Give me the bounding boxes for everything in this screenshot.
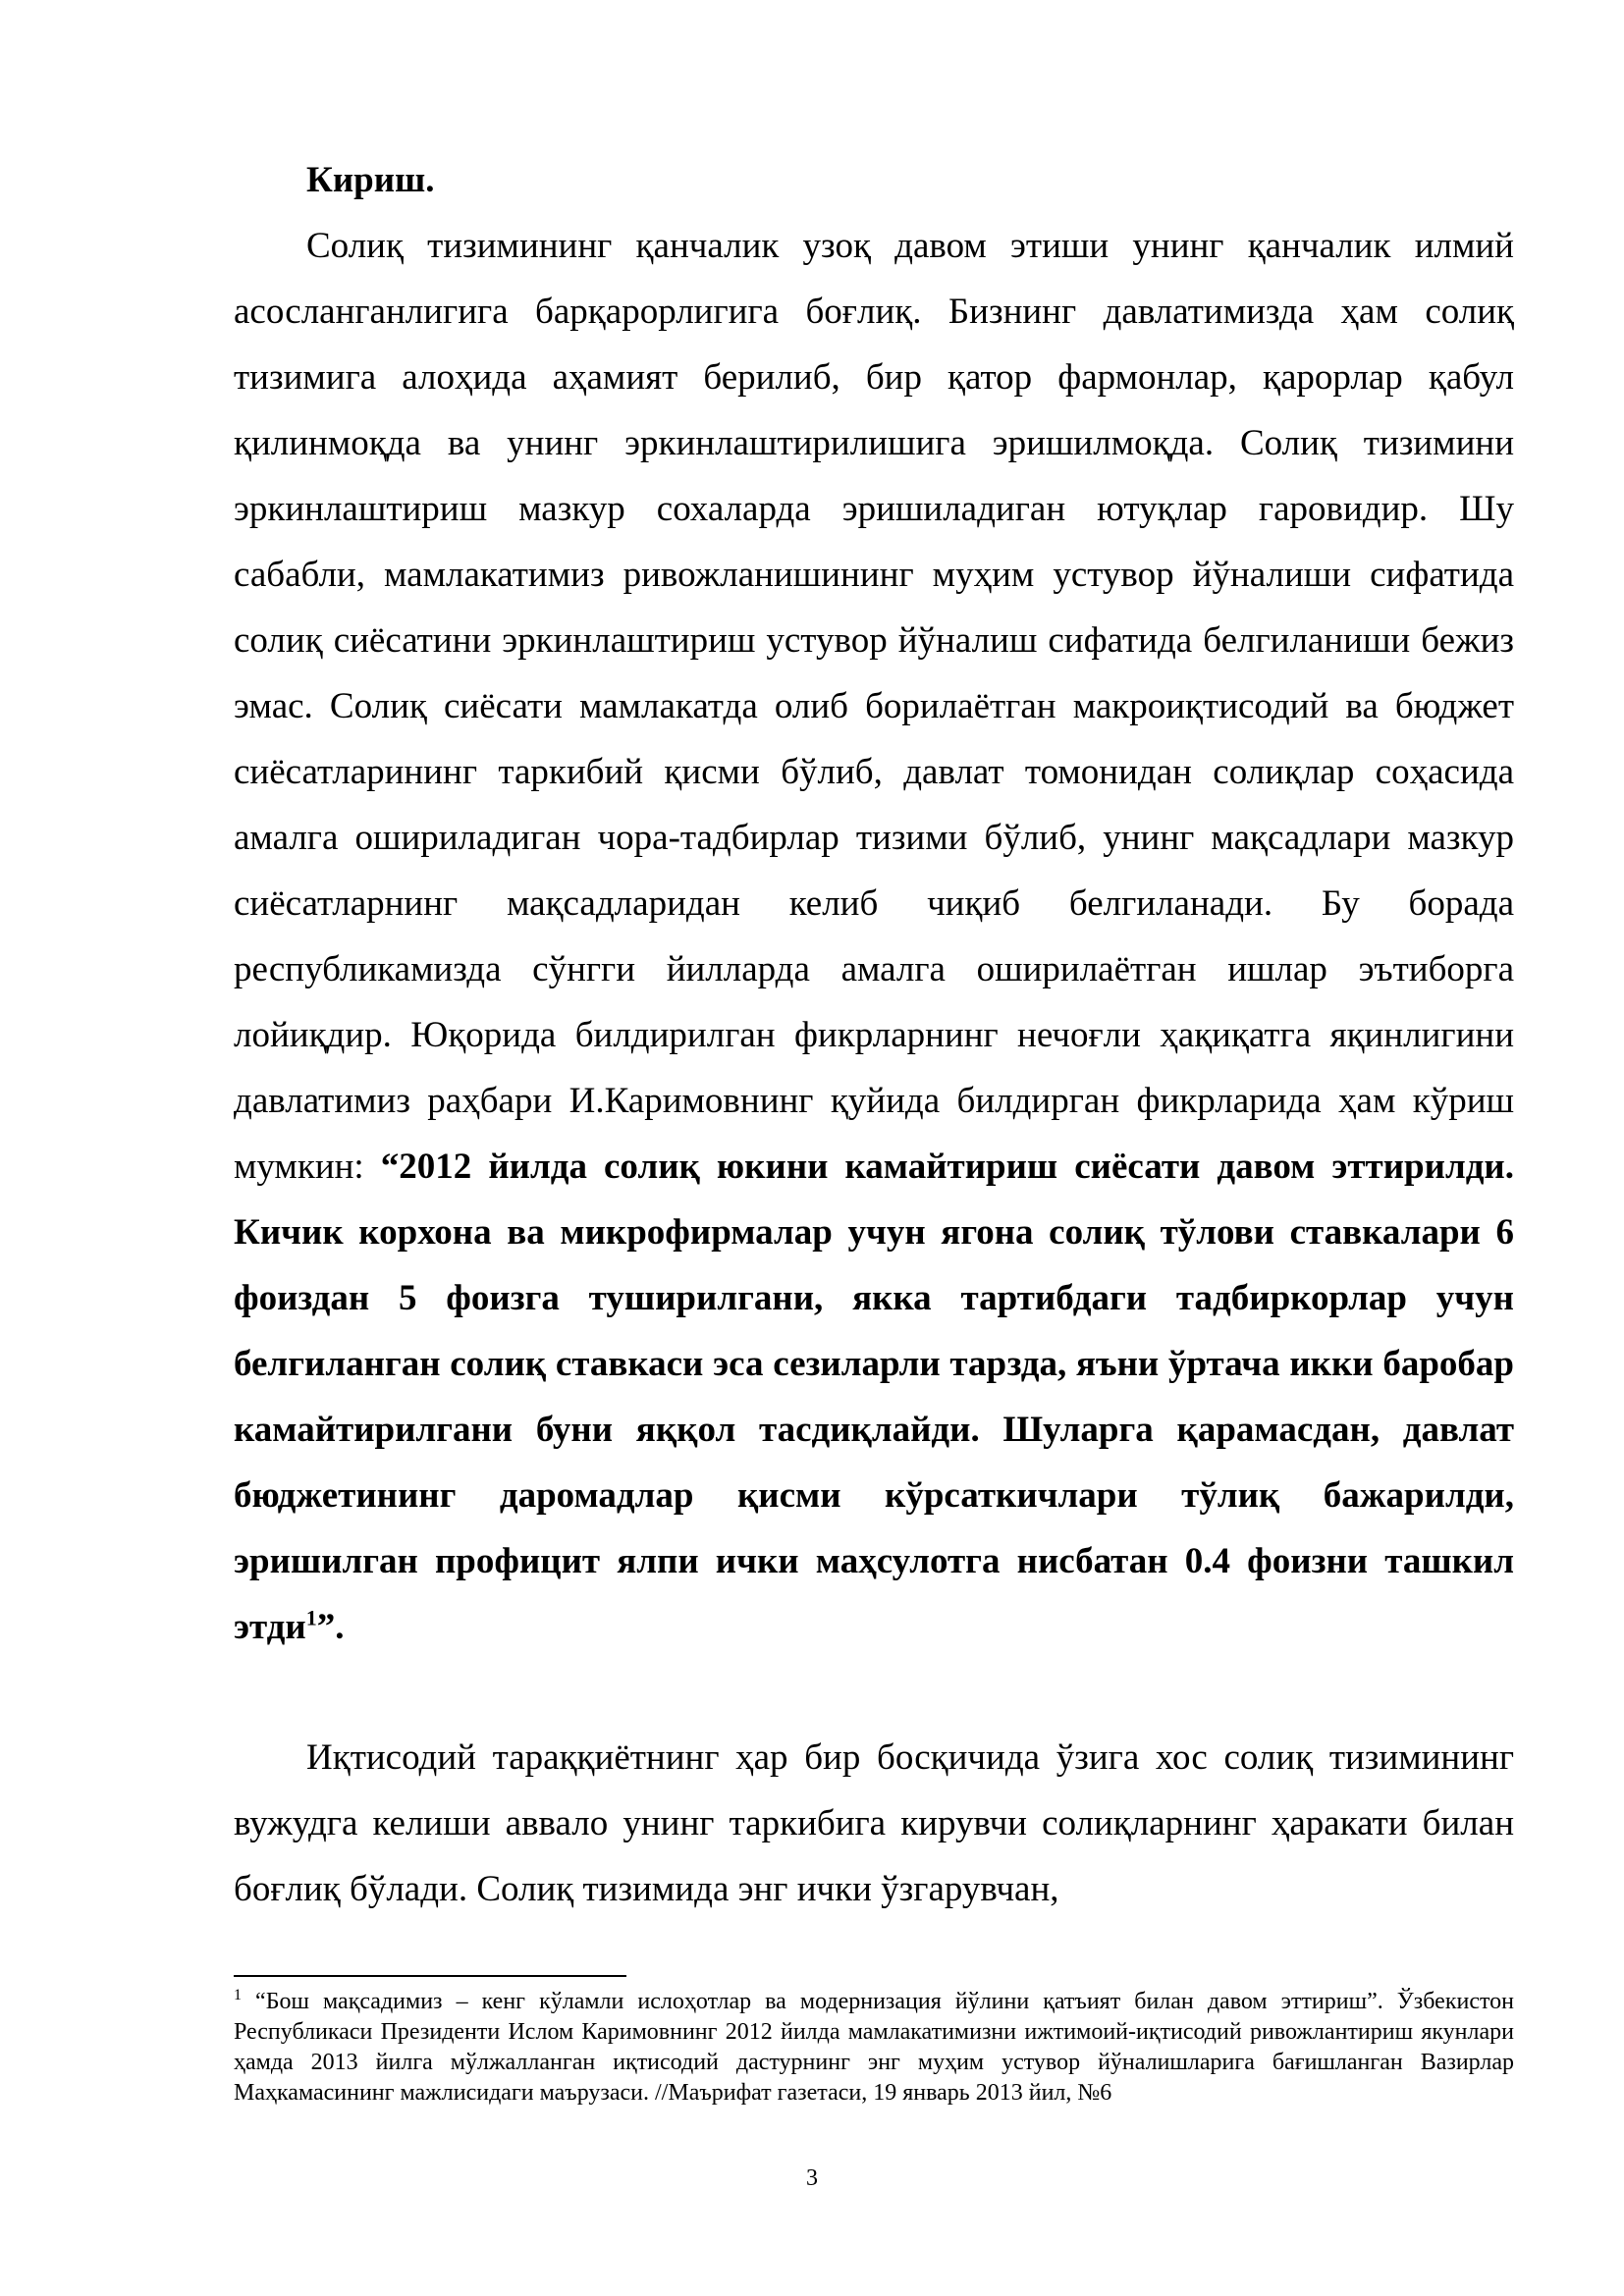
footnote-reference[interactable]: 1 bbox=[305, 1605, 317, 1630]
footnote-mark: 1 bbox=[234, 1987, 242, 2003]
president-quote-text: “2012 йилда солиқ юкини камайтириш сиёсати давом эттирилди. Кичик корхона ва микрофирмалар учун ягона солиқ тўлови ставкалари 6 фоиздан 5 фоизга туширилгани, якка тартибдаги тадбиркорлар учун белгиланган солиқ ставкаси эса сезиларли тарзда, яъни ўртача икки баробар камайтирилгани буни яққол тасдиқлайди. Шуларга қарамасдан, давлат бюджетининг даромадлар қисми кўрсаткичлари тўлиқ бажарилди, эришилган профицит ялпи ички маҳсулотга нисбатан 0.4 фоизни ташкил этди bbox=[234, 1147, 1514, 1647]
paragraph-intro bbox=[234, 213, 1514, 1660]
page-number: 3 bbox=[806, 2165, 818, 2191]
president-quote bbox=[234, 1147, 1514, 1647]
section-heading: Кириш. bbox=[306, 160, 435, 200]
paragraph-intro-text: Солиқ тизимининг қанчалик узоқ давом этиши унинг қанчалик илмий асосланганлигига барқарорлигига боғлиқ. Бизнинг давлатимизда ҳам солиқ тизимига алоҳида аҳамият берилиб, бир қатор фармонлар, қарорлар қабул қилинмоқда ва унинг эркинлаштирилишига эришилмоқда. Солиқ тизимини эркинлаштириш мазкур сохаларда эришиладиган ютуқлар гаровидир. Шу сабабли, мамлакатимиз ривожланишининг муҳим устувор йўналиши сифатида солиқ сиёсатини эркинлаштириш устувор йўналиш сифатида белгиланиши бежиз эмас. Солиқ сиёсати мамлакатда олиб борилаётган макроиқтисодий ва бюджет сиёсатларининг таркибий қисми бўлиб, давлат томонидан солиқлар соҳасида амалга ошириладиган чора-тадбирлар тизими бўлиб, унинг мақсадлари мазкур сиёсатларнинг мақсадларидан келиб чиқиб белгиланади. Бу борада республикамизда сўнгги йилларда амалга оширилаётган ишлар эътиборга лойиқдир. Юқорида билдирилган фикрларнинг нечоғли ҳақиқатга яқинлигини давлатимиз раҳбари И.Каримовнинг қуйида билдирган фикрларида ҳам кўриш мумкин: bbox=[234, 226, 1514, 1187]
footnote bbox=[234, 1987, 1514, 2109]
footnote-text: “Бош мақсадимиз – кенг кўламли ислоҳотлар ва модернизация йўлини қатъият билан давом эттириш”. Ўзбекистон Республикаси Президенти Ислом Каримовнинг 2012 йилда мамлакатимизни ижтимоий-иқтисодий ривожлантириш якунлари ҳамда 2013 йилга мўлжалланган иқтисодий дастурнинг энг муҳим устувор йўналишларига бағишланган Вазирлар Маҳкамасининг мажлисидаги маърузаси. //Маърифат газетаси, 19 январь 2013 йил, №6 bbox=[234, 1989, 1514, 2106]
footnote-separator bbox=[234, 1975, 626, 1977]
president-quote-end: ”. bbox=[316, 1607, 345, 1647]
paragraph-economic-development: Иқтисодий тараққиётнинг ҳар бир босқичида ўзига хос солиқ тизимининг вужудга келиши аввало унинг таркибига кирувчи солиқларнинг ҳаракати билан боғлиқ бўлади. Солиқ тизимида энг ички ўзгарувчан, bbox=[234, 1737, 1514, 1909]
